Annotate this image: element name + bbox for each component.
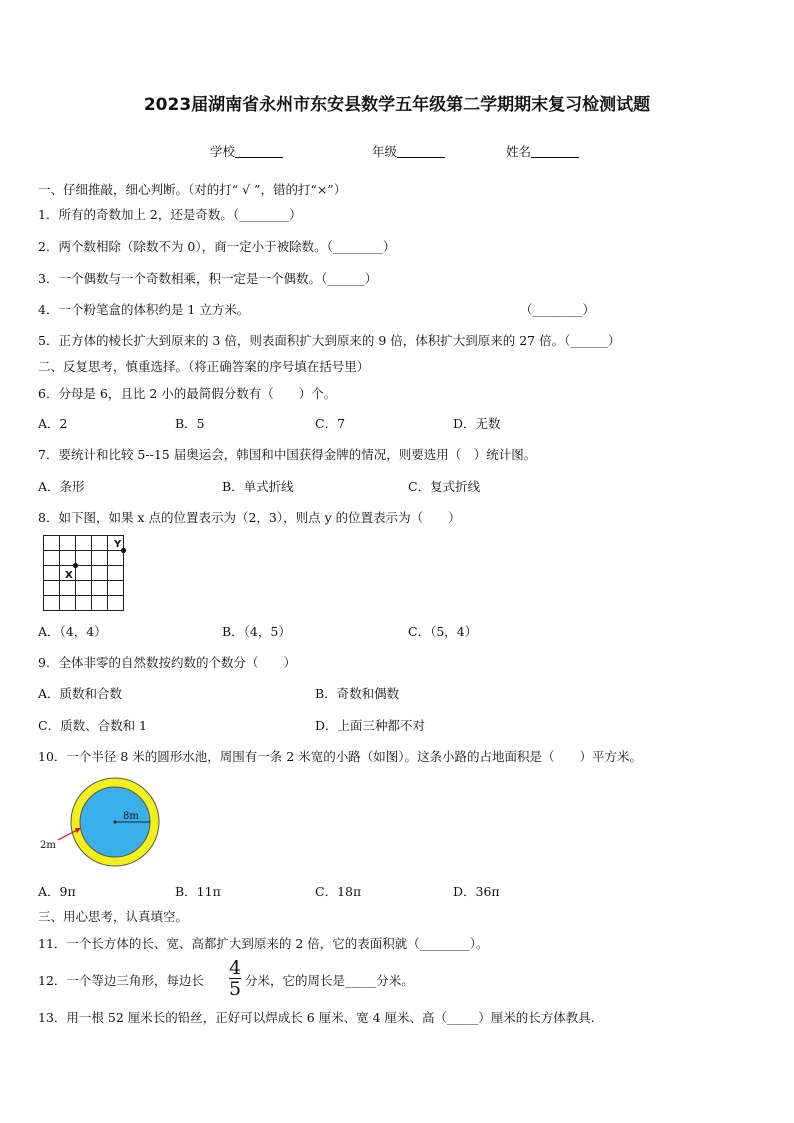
question-1: 1．所有的奇数加上 2，还是奇数。（________） — [38, 207, 302, 222]
question-8: 8．如下图，如果 x 点的位置表示为（2，3），则点 y 的位置表示为（ ） — [38, 510, 461, 525]
page-title: 2023届湖南省永州市东安县数学五年级第二学期期末复习检测试题 — [143, 95, 651, 115]
name-field[interactable] — [506, 142, 579, 160]
section-2-heading: 二、反复思考，慎重选择。（将正确答案的序号填在括号里） — [38, 359, 370, 374]
grid-figure — [40, 534, 132, 614]
q6-option-d[interactable]: D．无数 — [453, 416, 501, 431]
question-11: 11．一个长方体的长、宽、高都扩大到原来的 2 倍，它的表面积就（________）。 — [38, 936, 489, 951]
fraction-four-fifths — [228, 958, 242, 999]
q7-option-c[interactable]: C．复式折线 — [408, 479, 481, 494]
question-7: 7．要统计和比较 5--15 届奥运会，韩国和中国获得金牌的情况，则要选用（ ）统计图。 — [38, 447, 537, 462]
school-blank[interactable] — [235, 145, 283, 158]
q9-option-b[interactable]: B．奇数和偶数 — [315, 686, 400, 701]
question-12-suffix: 分米，它的周长是_____分米。 — [245, 973, 414, 988]
q10-option-b[interactable]: B．11π — [175, 884, 221, 899]
q9-option-a[interactable]: A．质数和合数 — [38, 686, 123, 701]
grade-field[interactable] — [372, 142, 445, 160]
fraction-numerator: 4 — [228, 957, 242, 979]
question-3: 3．一个偶数与一个奇数相乘，积一定是一个偶数。（______） — [38, 271, 378, 286]
q8-option-a[interactable]: A．（4，4） — [38, 624, 107, 639]
width-label: 2m — [40, 840, 56, 851]
q9-option-d[interactable]: D．上面三种都不对 — [315, 718, 426, 733]
q8-option-b[interactable]: B．（4，5） — [222, 624, 291, 639]
question-13: 13．用一根 52 厘米长的铅丝，正好可以焊成长 6 厘米、宽 4 厘米、高（_____）厘米的长方体教具. — [38, 1010, 595, 1025]
q10-option-d[interactable]: D．36π — [453, 884, 500, 899]
q6-option-b[interactable]: B．5 — [175, 416, 205, 431]
point-x — [73, 563, 78, 568]
q6-option-a[interactable]: A．2 — [38, 416, 68, 431]
q9-option-c[interactable]: C．质数、合数和 1 — [38, 718, 147, 733]
q10-option-a[interactable]: A．9π — [38, 884, 76, 899]
section-3-heading: 三、用心思考，认真填空。 — [38, 909, 189, 924]
school-label: 学校 — [210, 144, 236, 159]
name-blank[interactable] — [531, 145, 579, 158]
grade-label: 年级 — [372, 144, 398, 159]
question-4-blank[interactable]: （________） — [520, 302, 596, 317]
section-1-heading: 一、仔细推敲，细心判断。（对的打“ √ ”，错的打“×”） — [38, 182, 347, 197]
point-x-label: X — [65, 570, 73, 581]
question-4: 4．一个粉笔盒的体积约是 1 立方米。 — [38, 302, 250, 317]
q10-option-c[interactable]: C．18π — [315, 884, 362, 899]
q8-option-c[interactable]: C．（5，4） — [408, 624, 478, 639]
question-6: 6．分母是 6，且比 2 小的最简假分数有（ ）个。 — [38, 386, 337, 401]
q7-option-b[interactable]: B．单式折线 — [222, 479, 294, 494]
question-9: 9．全体非零的自然数按约数的个数分（ ） — [38, 655, 296, 670]
name-label: 姓名 — [506, 144, 532, 159]
radius-label: 8m — [123, 811, 139, 822]
grade-blank[interactable] — [397, 145, 445, 158]
question-2: 2．两个数相除（除数不为 0），商一定小于被除数。（________） — [38, 239, 396, 254]
q7-option-a[interactable]: A．条形 — [38, 479, 85, 494]
question-5: 5．正方体的棱长扩大到原来的 3 倍，则表面积扩大到原来的 9 倍，体积扩大到原来的 27 倍。（______） — [38, 333, 621, 348]
point-y — [121, 548, 126, 553]
fraction-denominator: 5 — [228, 978, 242, 1000]
q6-option-c[interactable]: C．7 — [315, 416, 346, 431]
question-10: 10．一个半径 8 米的圆形水池，周围有一条 2 米宽的小路（如图）。这条小路的占地面积是（ ）平方米。 — [38, 749, 642, 764]
point-y-label: Y — [114, 539, 122, 550]
school-field[interactable] — [210, 142, 283, 160]
question-12-prefix: 12．一个等边三角形，每边长 — [38, 973, 204, 988]
pool-figure — [36, 776, 166, 872]
